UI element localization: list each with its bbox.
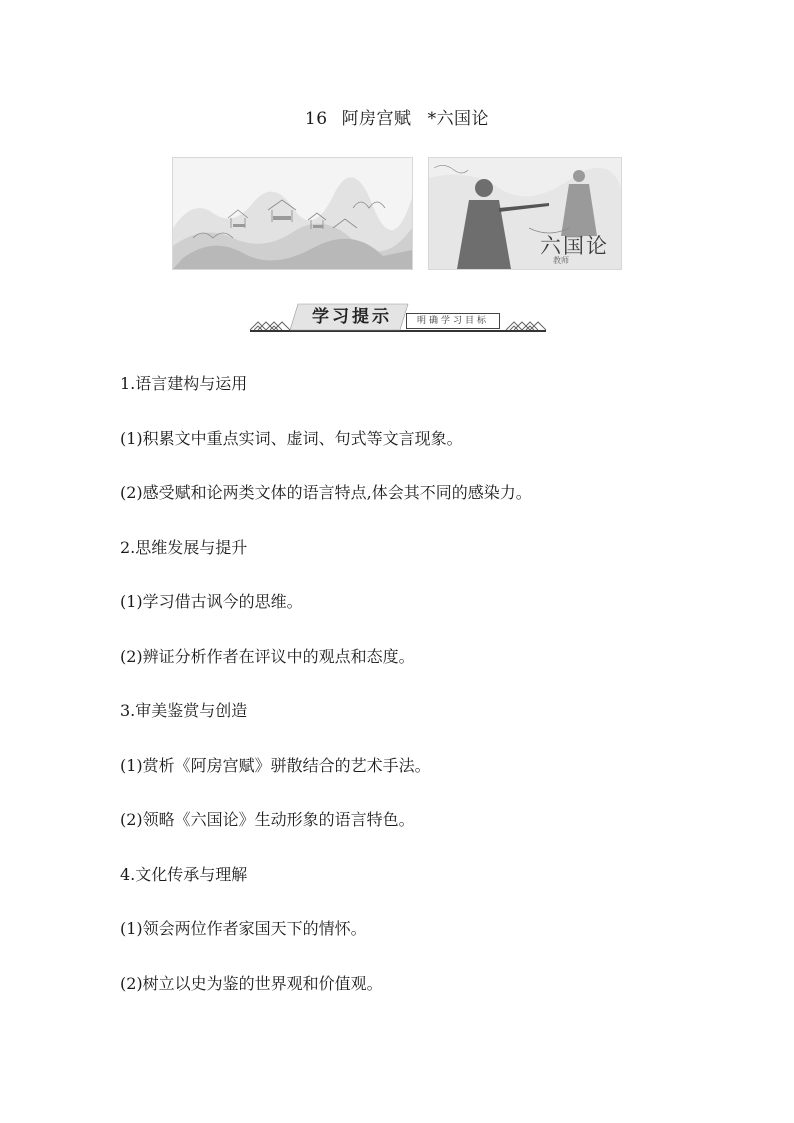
objectives-list: [120, 370, 720, 1024]
page-title: [0, 104, 794, 129]
calligraphy-small-caption: 教师: [553, 256, 569, 265]
list-item: 4.文化传承与理解: [120, 864, 248, 884]
list-item: (1)学习借古讽今的思维。: [120, 592, 303, 611]
palace-landscape-illustration: [172, 157, 413, 270]
list-item: (2)辨证分析作者在评议中的观点和态度。: [120, 646, 415, 666]
list-item: (1)领会两位作者家国天下的情怀。: [120, 919, 367, 938]
list-item: (2)树立以史为鉴的世界观和价值观。: [120, 973, 383, 993]
list-item: (1)积累文中重点实词、虚词、句式等文言现象。: [120, 428, 463, 448]
six-states-illustration: [428, 157, 622, 270]
study-tips-banner: [248, 300, 548, 336]
list-item: 3.审美鉴赏与创造: [120, 701, 248, 720]
banner-subtitle: 明确学习目标: [406, 313, 500, 329]
list-item: 1.语言建构与运用: [120, 374, 248, 393]
lesson-number: 16: [304, 109, 328, 129]
list-item: (2)感受赋和论两类文体的语言特点,体会其不同的感染力。: [120, 483, 532, 502]
list-item: 2.思维发展与提升: [120, 537, 248, 557]
title-main: 阿房宫赋: [341, 109, 412, 129]
list-item: (2)领略《六国论》生动形象的语言特色。: [120, 810, 415, 829]
list-item: (1)赏析《阿房宫赋》骈散结合的艺术手法。: [120, 755, 431, 775]
calligraphy-caption: 六国论: [540, 234, 609, 258]
title-second: *六国论: [427, 109, 490, 129]
banner-title: 学习提示: [312, 307, 392, 327]
landscape-drawing: [173, 158, 412, 269]
